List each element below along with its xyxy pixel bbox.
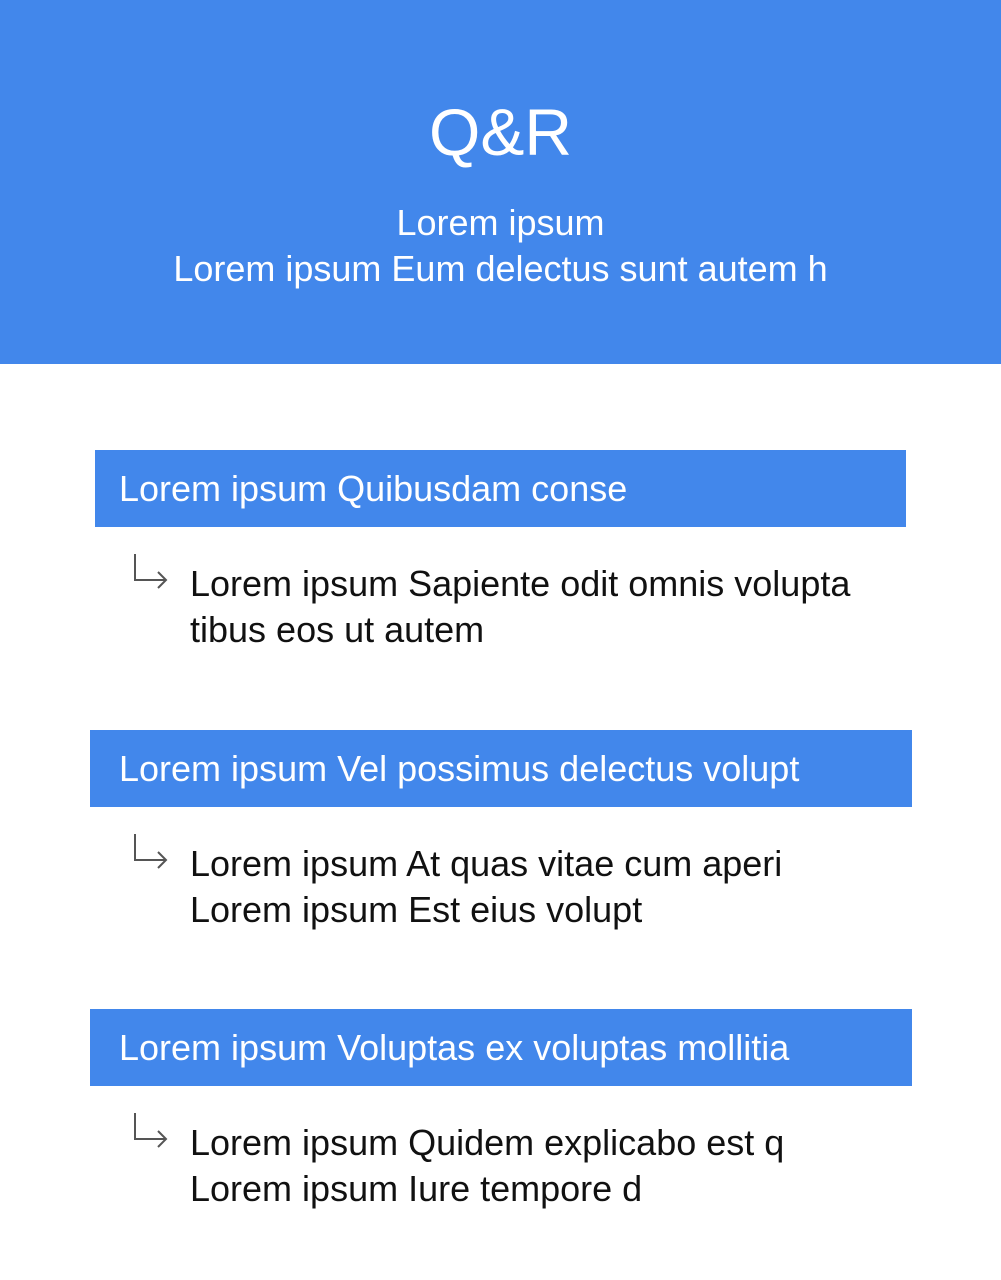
arrow-turn-down-right-icon: [130, 832, 170, 872]
header-subtitle-line-2: Lorem ipsum Eum delectus sunt autem h: [173, 248, 828, 289]
header-banner: [0, 0, 1001, 364]
arrow-turn-down-right-icon: [130, 1111, 170, 1151]
header-subtitle-line-1: Lorem ipsum: [396, 202, 605, 243]
answer-line-1: Lorem ipsum Quidem explicabo est q: [190, 1122, 785, 1163]
question-bar: Lorem ipsum Quibusdam conse: [95, 450, 906, 527]
arrow-turn-down-right-icon: [130, 552, 170, 592]
answer-text: [190, 841, 970, 933]
answer-line-1: Lorem ipsum At quas vitae cum aperi: [190, 843, 783, 884]
answer-line-1: Lorem ipsum Sapiente odit omnis volupta: [190, 563, 851, 604]
question-bar: Lorem ipsum Voluptas ex voluptas mollitia: [90, 1009, 912, 1086]
answer-text: [190, 1120, 970, 1212]
question-bar: Lorem ipsum Vel possimus delectus volupt: [90, 730, 912, 807]
answer-text: [190, 561, 970, 653]
answer-line-2: Lorem ipsum Est eius volupt: [190, 889, 643, 930]
answer-line-2: Lorem ipsum Iure tempore d: [190, 1168, 643, 1209]
answer-line-2: tibus eos ut autem: [190, 609, 485, 650]
page-title: Q&R: [428, 95, 573, 169]
